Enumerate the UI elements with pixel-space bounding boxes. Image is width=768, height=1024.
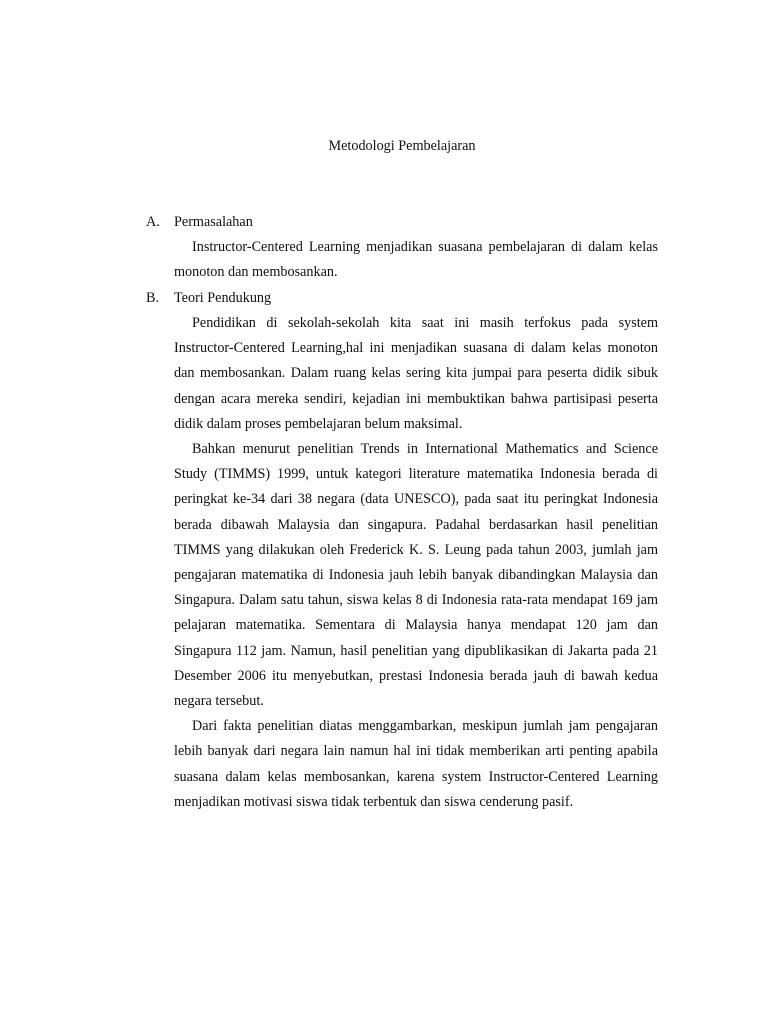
section-permasalahan — [146, 210, 658, 285]
section-heading — [146, 210, 658, 235]
document-title: Metodologi Pembelajaran — [328, 138, 476, 154]
section-letter: A. — [146, 214, 160, 230]
section-heading-text: Teori Pendukung — [174, 290, 272, 306]
section-heading-text: Permasalahan — [174, 214, 253, 230]
section-letter: B. — [146, 290, 160, 306]
paragraph: Pendidikan di sekolah-sekolah kita saat ini masih terfokus pada system Instructor-Centered Learning,hal ini menjadikan suasana di dalam kelas monoton dan membosankan. Dalam ruang kelas sering kita jumpai para peserta didik sibuk dengan acara mereka sendiri, kejadian ini membuktikan bahwa partisipasi peserta didik dalam proses pembelajaran belum maksimal. — [174, 315, 658, 432]
paragraph: Dari fakta penelitian diatas menggambarkan, meskipun jumlah jam pengajaran lebih banyak dari negara lain namun hal ini tidak memberikan arti penting apabila suasana dalam kelas membosankan, karena system Instructor-Centered Learning menjadikan motivasi siswa tidak terbentuk dan siswa cenderung pasif. — [174, 718, 658, 810]
paragraph: Instructor-Centered Learning menjadikan suasana pembelajaran di dalam kelas monoton dan membosankan. — [174, 239, 658, 281]
section-teori-pendukung — [146, 286, 658, 815]
section-heading — [146, 286, 658, 311]
paragraph: Bahkan menurut penelitian Trends in International Mathematics and Science Study (TIMMS) 1999, untuk kategori literature matematika Indonesia berada di peringkat ke-34 dari 38 negara (data UNESCO), pada saat itu peringkat Indonesia berada dibawah Malaysia dan singapura. Padahal berdasarkan hasil penelitian TIMMS yang dilakukan oleh Frederick K. S. Leung pada tahun 2003, jumlah jam pengajaran matematika di Indonesia jauh lebih banyak dibandingkan Malaysia dan Singapura. Dalam satu tahun, siswa kelas 8 di Indonesia rata-rata mendapat 169 jam pelajaran matematika. Sementara di Malaysia hanya mendapat 120 jam dan Singapura 112 jam. Namun, hasil penelitian yang dipublikasikan di Jakarta pada 21 Desember 2006 itu menyebutkan, prestasi Indonesia berada jauh di bawah kedua negara tersebut. — [174, 441, 658, 710]
